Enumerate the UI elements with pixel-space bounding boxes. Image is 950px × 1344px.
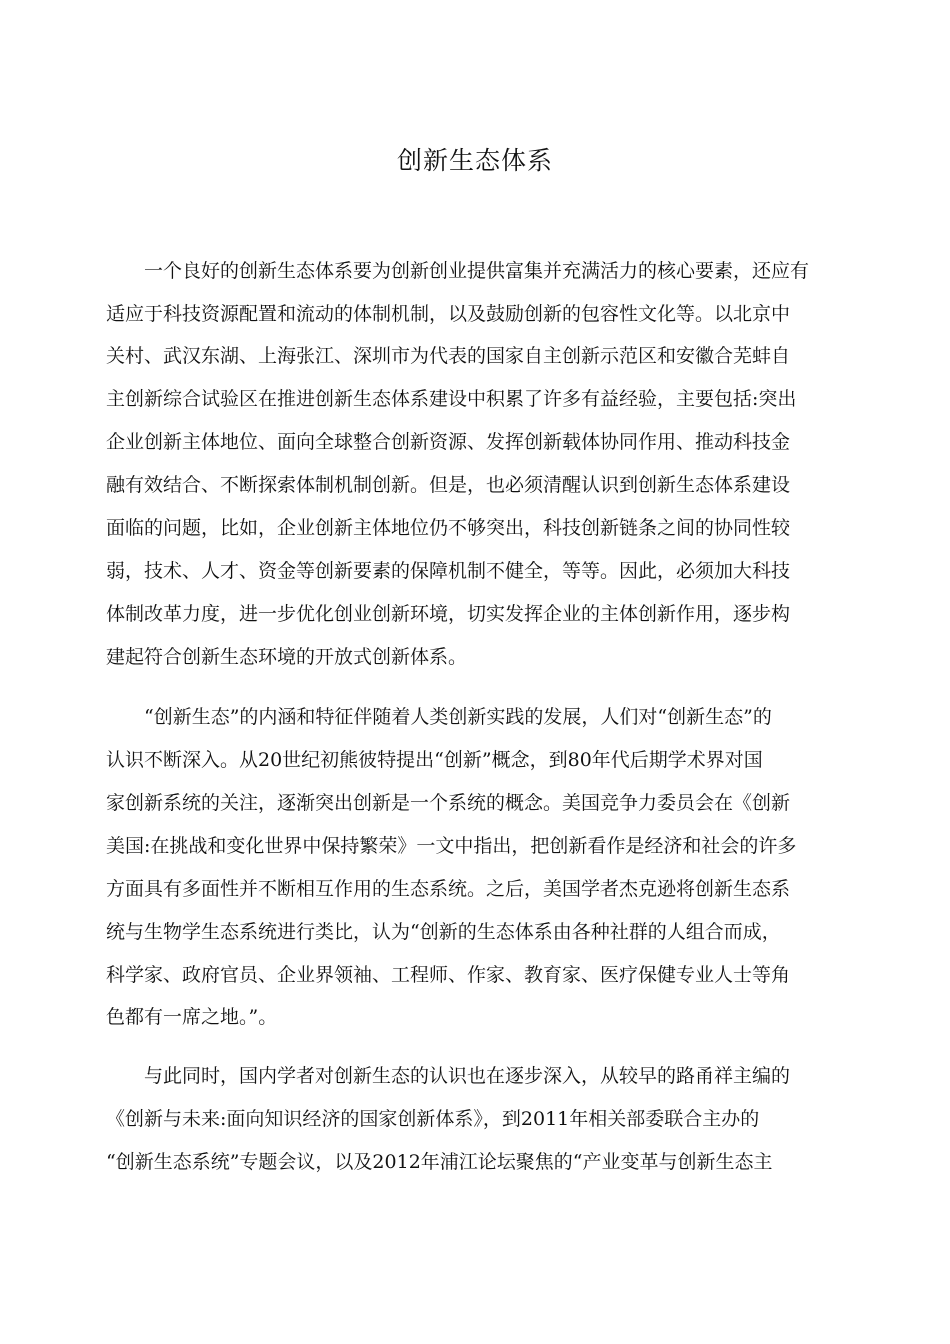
text-line-11: “创新生态”的内涵和特征伴随着人类创新实践的发展，人们对“创新生态”的	[106, 706, 772, 728]
text-line-3: 关村、武汉东湖、上海张江、深圳市为代表的国家自主创新示范区和安徽合芜蚌自	[106, 345, 791, 367]
text-line-19: 与此同时，国内学者对创新生态的认识也在逐步深入，从较早的路甬祥主编的	[106, 1065, 791, 1087]
text-line-18: 色都有一席之地。”。	[106, 1006, 278, 1028]
text-line-10: 建起符合创新生态环境的开放式创新体系。	[106, 646, 468, 668]
text-line-17: 科学家、政府官员、企业界领袖、工程师、作家、教育家、医疗保健专业人士等角	[106, 964, 791, 986]
document-title: 创新生态体系	[396, 146, 553, 175]
text-line-12: 认识不断深入。从20世纪初熊彼特提出“创新”概念，到80年代后期学术界对国	[106, 749, 763, 771]
text-line-15: 方面具有多面性并不断相互作用的生态系统。之后，美国学者杰克逊将创新生态系	[106, 878, 791, 900]
text-line-2: 适应于科技资源配置和流动的体制机制，以及鼓励创新的包容性文化等。以北京中	[106, 303, 791, 325]
text-line-7: 面临的问题，比如，企业创新主体地位仍不够突出，科技创新链条之间的协同性较	[106, 517, 791, 539]
text-line-21: “创新生态系统”专题会议，以及2012年浦江论坛聚焦的“产业变革与创新生态主	[106, 1151, 773, 1173]
text-line-14: 美国:在挑战和变化世界中保持繁荣》一文中指出，把创新看作是经济和社会的许多	[106, 835, 797, 857]
text-line-9: 体制改革力度，进一步优化创业创新环境，切实发挥企业的主体创新作用，逐步构	[106, 603, 791, 625]
text-line-16: 统与生物学生态系统进行类比，认为“创新的生态体系由各种社群的人组合而成，	[106, 921, 781, 943]
text-line-13: 家创新系统的关注，逐渐突出创新是一个系统的概念。美国竞争力委员会在《创新	[106, 792, 791, 814]
text-line-6: 融有效结合、不断探索体制机制创新。但是，也必须清醒认识到创新生态体系建设	[106, 474, 791, 496]
text-line-4: 主创新综合试验区在推进创新生态体系建设中积累了许多有益经验，主要包括:突出	[106, 388, 797, 410]
text-line-1: 一个良好的创新生态体系要为创新创业提供富集并充满活力的核心要素，还应有	[106, 260, 810, 282]
text-line-8: 弱，技术、人才、资金等创新要素的保障机制不健全，等等。因此，必须加大科技	[106, 560, 791, 582]
text-line-5: 企业创新主体地位、面向全球整合创新资源、发挥创新载体协同作用、推动科技金	[106, 431, 791, 453]
text-line-20: 《创新与未来:面向知识经济的国家创新体系》，到2011年相关部委联合主办的	[106, 1108, 760, 1130]
